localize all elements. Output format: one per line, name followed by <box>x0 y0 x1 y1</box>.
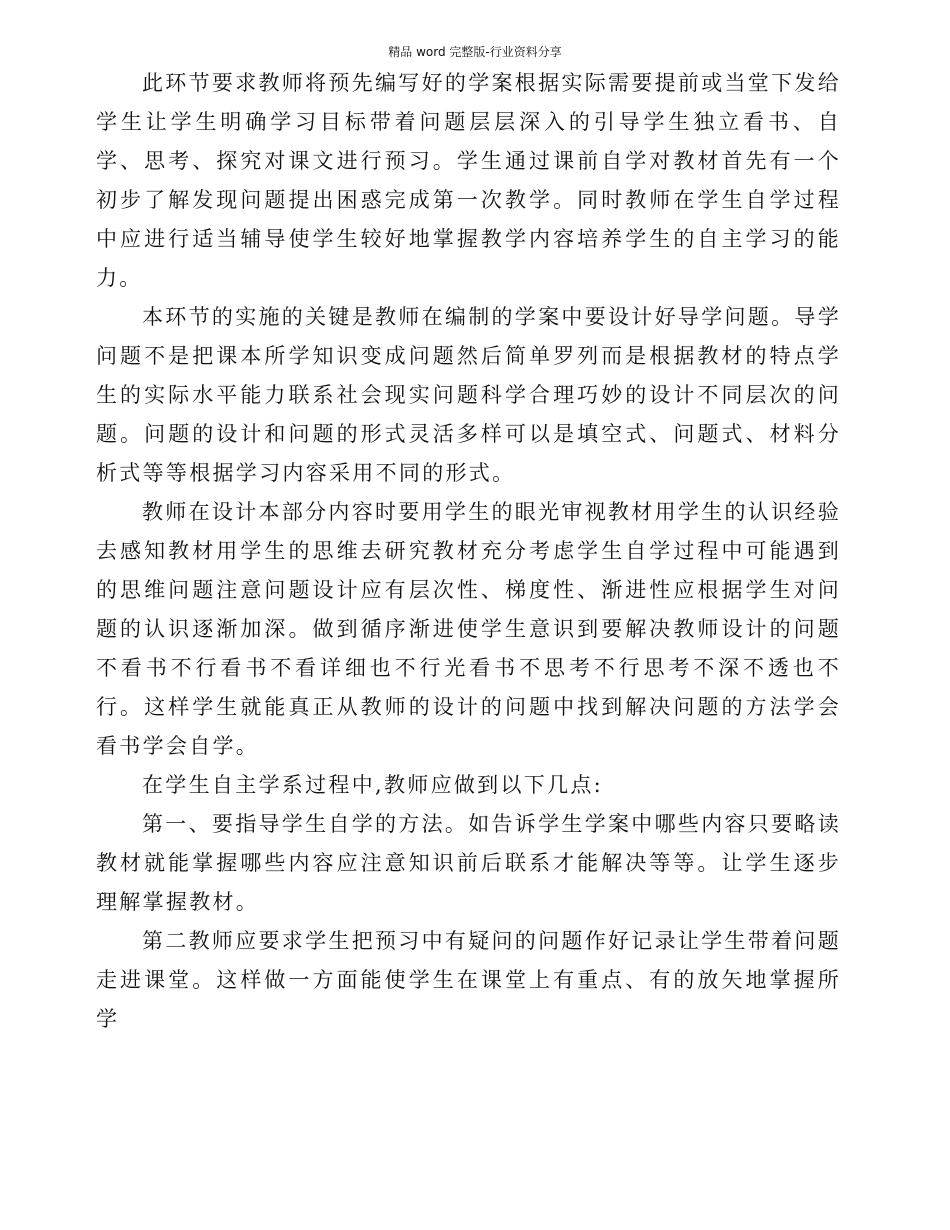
paragraph-5: 第一、要指导学生自学的方法。如告诉学生学案中哪些内容只要略读教材就能掌握哪些内容应注意知识前后联系才能解决等等。让学生逐步理解掌握教材。 <box>96 812 841 914</box>
paragraph-2: 本环节的实施的关键是教师在编制的学案中要设计好导学问题。导学问题不是把课本所学知识变成问题然后简单罗列而是根据教材的特点学生的实际水平能力联系社会现实问题科学合理巧妙的设计不同层次的问题。问题的设计和问题的形式灵活多样可以是填空式、问题式、材料分析式等等根据学习内容采用不同的形式。 <box>96 305 841 485</box>
page-header: 精品 word 完整版-行业资料分享 <box>388 45 562 59</box>
paragraph-1: 此环节要求教师将预先编写好的学案根据实际需要提前或当堂下发给学生让学生明确学习目标带着问题层层深入的引导学生独立看书、自学、思考、探究对课文进行预习。学生通过课前自学对教材首先有一个初步了解发现问题提出困惑完成第一次教学。同时教师在学生自学过程中应进行适当辅导使学生较好地掌握教学内容培养学生的自主学习的能力。 <box>96 71 841 290</box>
document-body <box>96 64 841 1039</box>
paragraph-3: 教师在设计本部分内容时要用学生的眼光审视教材用学生的认识经验去感知教材用学生的思维去研究教材充分考虑学生自学过程中可能遇到的思维问题注意问题设计应有层次性、梯度性、渐进性应根据学生对问题的认识逐渐加深。做到循序渐进使学生意识到要解决教师设计的问题不看书不行看书不看详细也不行光看书不思考不行思考不深不透也不行。这样学生就能真正从教师的设计的问题中找到解决问题的方法学会看书学会自学。 <box>96 500 841 758</box>
paragraph-6: 第二教师应要求学生把预习中有疑问的问题作好记录让学生带着问题走进课堂。这样做一方面能使学生在课堂上有重点、有的放矢地掌握所学 <box>96 929 841 1031</box>
paragraph-4: 在学生自主学系过程中,教师应做到以下几点: <box>142 773 604 797</box>
